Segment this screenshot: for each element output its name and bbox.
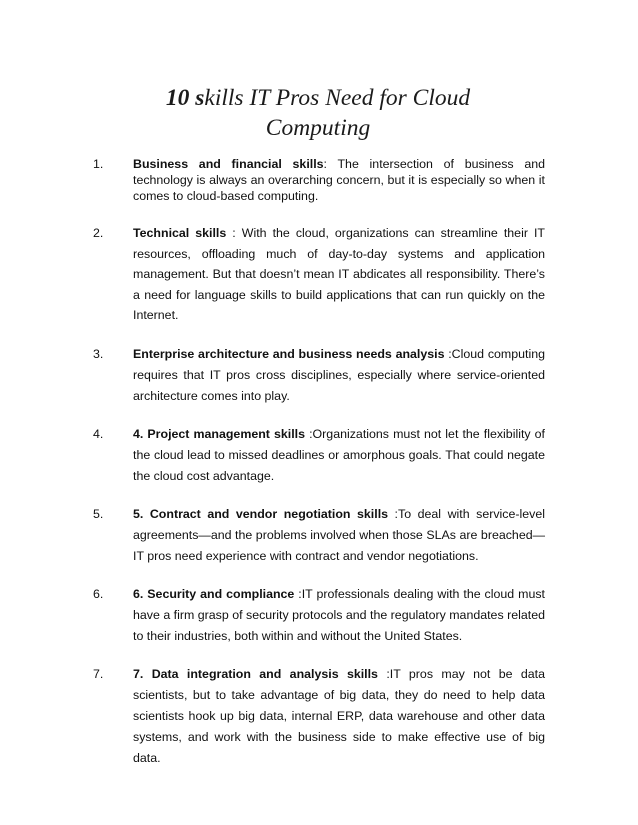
list-marker: 4.	[93, 426, 104, 441]
item-heading: Enterprise architecture and business needs analysis	[133, 346, 445, 361]
title-line-1-rest: kills IT Pros Need for Cloud	[204, 85, 471, 111]
list-marker: 2.	[93, 226, 104, 240]
item-body: :IT pros may not be data scientists, but to take advantage of big data, they do need to help data scientists hook up big data, internal ERP, data warehouse and other data systems, and work with the business side to make effective use of big data.	[133, 666, 545, 765]
item-heading: 6. Security and compliance	[133, 586, 295, 601]
list-item	[93, 504, 545, 567]
item-heading: 7. Data integration and analysis skills	[133, 666, 378, 681]
list-item	[93, 584, 545, 647]
title-line-1	[118, 83, 518, 113]
list-marker: 6.	[93, 586, 104, 601]
document-title	[118, 83, 518, 143]
item-heading: Technical skills	[133, 226, 227, 240]
item-body: : The intersection of business and technology is always an overarching concern, but it is especially so when it comes to cloud-based computing.	[133, 157, 545, 203]
list-marker: 3.	[93, 346, 104, 361]
list-marker: 7.	[93, 666, 104, 681]
title-number: 10	[165, 85, 190, 111]
list-item	[93, 344, 545, 407]
item-body: : With the cloud, organizations can streamline their IT resources, offloading much of day-to-day systems and application management. But that doesn’t mean IT abdicates all responsibility. There’s a need for language skills to build applications that can run quickly on the Internet.	[133, 226, 545, 322]
list-item	[93, 156, 545, 204]
item-body: :Cloud computing requires that IT pros cross disciplines, especially where service-oriented architecture comes into play.	[133, 346, 545, 403]
list-marker: 1.	[93, 157, 104, 171]
skills-list	[93, 156, 545, 769]
item-heading: 5. Contract and vendor negotiation skills	[133, 506, 389, 521]
list-marker: 5.	[93, 506, 104, 521]
item-body: :Organizations must not let the flexibility of the cloud lead to missed deadlines or amorphous goals. That could negate the cloud cost advantage.	[133, 426, 545, 483]
title-line-2: Computing	[265, 115, 371, 141]
list-item	[93, 664, 545, 769]
list-item	[93, 424, 545, 487]
list-item	[93, 223, 545, 326]
item-heading: Business and financial skills	[133, 157, 324, 171]
item-body: :To deal with service-level agreements—and the problems involved when those SLAs are breached—IT pros need experience with contract and vendor negotiations.	[133, 506, 545, 563]
title-s-letter: s	[195, 85, 205, 111]
item-body: :IT professionals dealing with the cloud must have a firm grasp of security protocols and the regulatory mandates related to their industries, both within and without the United States.	[133, 586, 545, 643]
item-heading: 4. Project management skills	[133, 426, 306, 441]
